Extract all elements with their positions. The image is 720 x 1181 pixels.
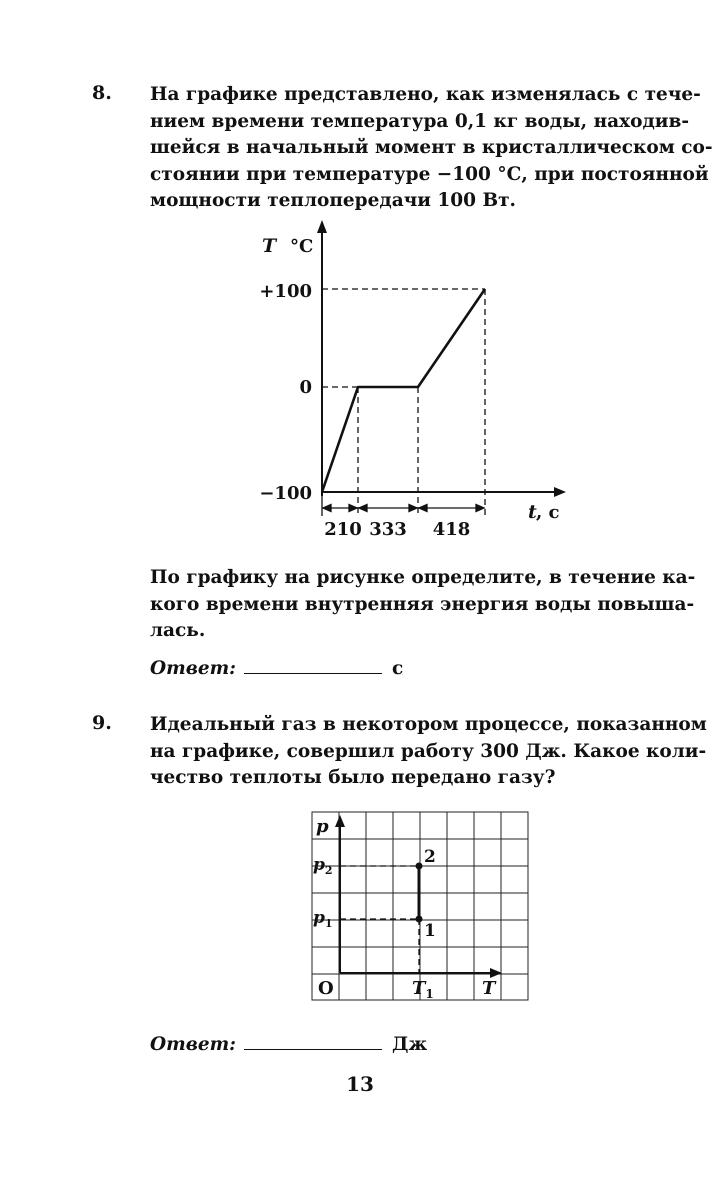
t-axis-symbol: t [528, 501, 537, 523]
point-2-label: 2 [424, 847, 436, 867]
y-tick-label-p2: $p_2$ [313, 855, 333, 877]
x-tick-label: $T_1$ [412, 978, 434, 1001]
point-1 [416, 916, 423, 923]
answer-blank[interactable] [244, 1031, 382, 1050]
problem-9-line: чество теплоты было передано газу? [150, 767, 556, 788]
t-axis-arrow [490, 968, 502, 978]
interval-label: 418 [432, 519, 471, 540]
origin-label: O [318, 978, 334, 999]
problem-9-line: Идеальный газ в некотором процессе, показанном [150, 714, 707, 735]
t-axis-unit: , с [536, 502, 560, 523]
y-tick-label-p1: $p_1$ [313, 908, 333, 930]
problem-8-line: мощности теплопередачи 100 Вт. [150, 190, 516, 211]
y-tick-label: 0 [299, 377, 312, 398]
problem-9-line: на графике, совершил работу 300 Дж. Какое коли- [150, 740, 707, 762]
p-axis-arrow [335, 815, 345, 827]
point-1-label: 1 [424, 921, 436, 941]
temperature-axis-unit: °C [290, 236, 314, 257]
problem-8-number: 8. [92, 82, 112, 104]
problem-8-line: шейся в начальный момент в кристаллическом со- [150, 137, 713, 158]
answer-unit: с [392, 658, 404, 679]
problem-8-line: стоянии при температуре −100 °С, при постоянной [150, 163, 709, 185]
question-line: лась. [150, 620, 206, 641]
problem-9-answer [150, 1031, 427, 1055]
problem-8-line: нием времени температура 0,1 кг воды, находив- [150, 110, 690, 132]
p-axis-label: p [316, 816, 329, 837]
t-axis-label: T [482, 978, 496, 999]
y-tick-label: +100 [259, 281, 312, 302]
question-line: кого времени внутренняя энергия воды повыша- [150, 593, 695, 615]
problem-8-line: На графике представлено, как изменялась с тече- [150, 84, 701, 105]
temperature-axis-symbol: T [262, 235, 277, 257]
y-tick-label: −100 [259, 483, 312, 504]
answer-unit: Дж [392, 1034, 428, 1055]
page-number: 13 [346, 1072, 374, 1096]
interval-label: 210 [324, 519, 362, 540]
question-line: По графику на рисунке определите, в течение ка- [150, 567, 696, 588]
answer-label: Ответ: [150, 658, 237, 679]
interval-label: 333 [369, 519, 407, 540]
point-2 [416, 863, 423, 870]
answer-label: Ответ: [150, 1034, 237, 1055]
problem-9-number: 9. [92, 712, 112, 734]
